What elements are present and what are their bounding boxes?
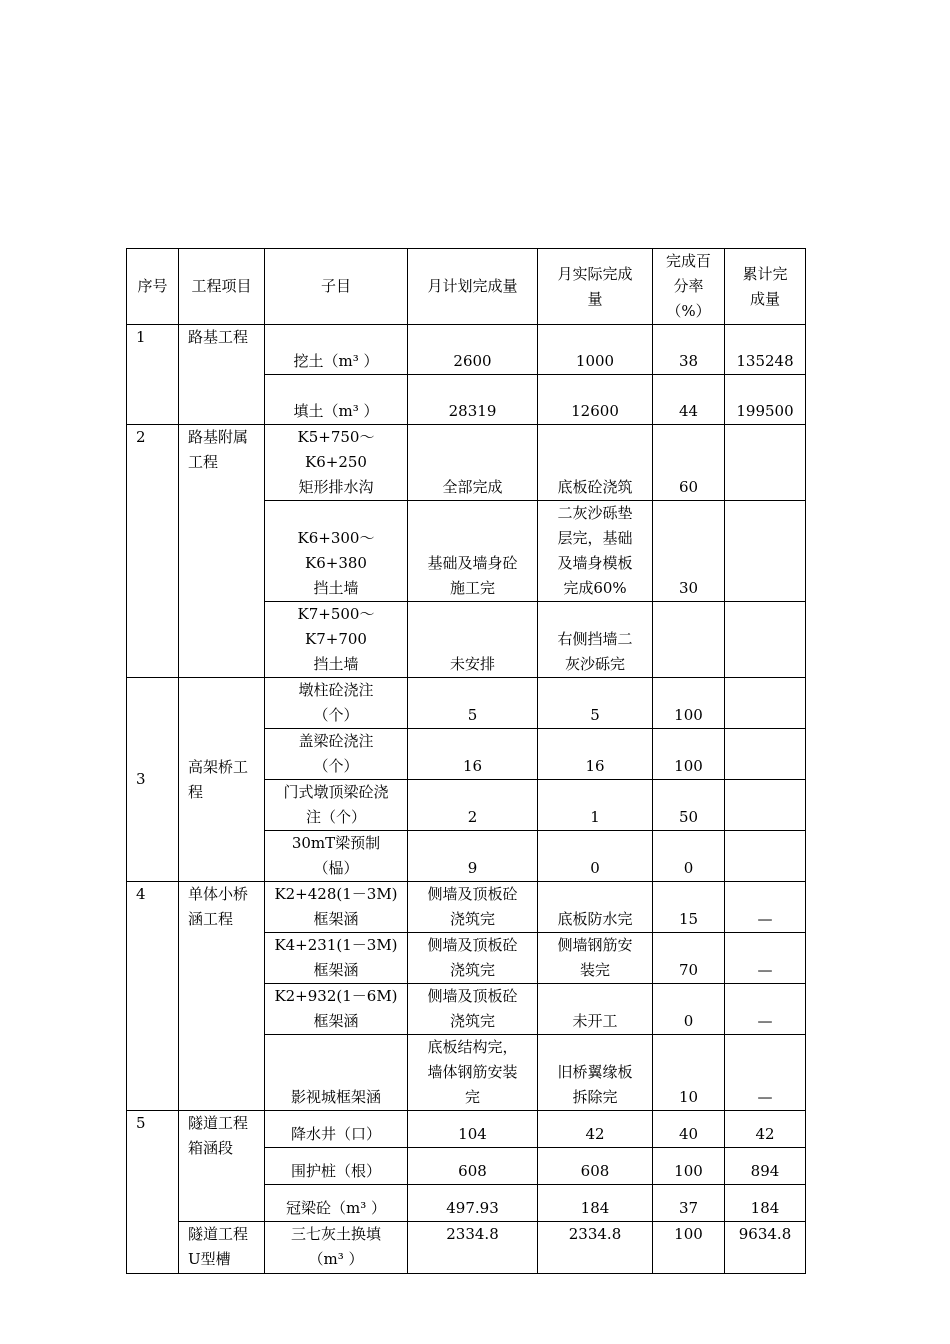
actual-cell: 12600 <box>538 375 653 425</box>
cumulative-cell: 42 <box>725 1111 806 1148</box>
seq-cell: 3 <box>127 678 179 882</box>
plan-cell: 2334.8 <box>408 1222 538 1274</box>
plan-cell: 底板结构完， 墙体钢筋安装 完 <box>408 1035 538 1111</box>
plan-cell: 2600 <box>408 325 538 375</box>
project-cell: 单体小桥 涵工程 <box>179 882 265 1111</box>
actual-cell: 1 <box>538 780 653 831</box>
cumulative-cell <box>725 831 806 882</box>
actual-cell: 二灰沙砾垫 层完，基础 及墙身模板 完成60% <box>538 501 653 602</box>
percent-cell: 0 <box>653 984 725 1035</box>
cumulative-cell: 135248 <box>725 325 806 375</box>
seq-cell: 4 <box>127 882 179 1111</box>
cumulative-cell <box>725 729 806 780</box>
table-row <box>127 325 806 375</box>
project-cell: 隧道工程 U型槽 <box>179 1222 265 1274</box>
header-percent: 完成百 分率 （%） <box>653 249 725 325</box>
subitem-cell: 三七灰土换填 （m³ ） <box>265 1222 408 1274</box>
actual-cell: 底板防水完 <box>538 882 653 933</box>
seq-cell: 2 <box>127 425 179 678</box>
percent-cell: 50 <box>653 780 725 831</box>
actual-cell: 底板砼浇筑 <box>538 425 653 501</box>
actual-cell: 1000 <box>538 325 653 375</box>
cumulative-cell: 9634.8 <box>725 1222 806 1274</box>
seq-cell: 5 <box>127 1111 179 1274</box>
actual-cell: 侧墙钢筋安 装完 <box>538 933 653 984</box>
cumulative-cell <box>725 501 806 602</box>
cumulative-cell: — <box>725 933 806 984</box>
subitem-cell: K4+231(1－3M) 框架涵 <box>265 933 408 984</box>
subitem-cell: 盖梁砼浇注 （个） <box>265 729 408 780</box>
subitem-cell: 影视城框架涵 <box>265 1035 408 1111</box>
plan-cell: 497.93 <box>408 1185 538 1222</box>
cumulative-cell <box>725 678 806 729</box>
plan-cell: 5 <box>408 678 538 729</box>
cumulative-cell: 199500 <box>725 375 806 425</box>
percent-cell: 100 <box>653 1222 725 1274</box>
subitem-cell: 挖土（m³ ） <box>265 325 408 375</box>
table-row <box>127 882 806 933</box>
subitem-cell: 冠梁砼（m³ ） <box>265 1185 408 1222</box>
table-row <box>127 1222 806 1274</box>
plan-cell: 侧墙及顶板砼 浇筑完 <box>408 984 538 1035</box>
header-plan: 月计划完成量 <box>408 249 538 325</box>
subitem-cell: 填土（m³ ） <box>265 375 408 425</box>
percent-cell: 100 <box>653 1148 725 1185</box>
percent-cell: 100 <box>653 729 725 780</box>
table-row <box>127 425 806 501</box>
plan-cell: 104 <box>408 1111 538 1148</box>
actual-cell: 16 <box>538 729 653 780</box>
actual-cell: 2334.8 <box>538 1222 653 1274</box>
percent-cell: 10 <box>653 1035 725 1111</box>
subitem-cell: 门式墩顶梁砼浇 注（个） <box>265 780 408 831</box>
percent-cell: 100 <box>653 678 725 729</box>
subitem-cell: 降水井（口） <box>265 1111 408 1148</box>
cumulative-cell <box>725 780 806 831</box>
table-header-row <box>127 249 806 325</box>
percent-cell <box>653 602 725 678</box>
header-actual: 月实际完成 量 <box>538 249 653 325</box>
header-project: 工程项目 <box>179 249 265 325</box>
project-cell: 路基工程 <box>179 325 265 425</box>
subitem-cell: 墩柱砼浇注 （个） <box>265 678 408 729</box>
header-seq: 序号 <box>127 249 179 325</box>
subitem-cell: K7+500～K7+700 挡土墙 <box>265 602 408 678</box>
plan-cell: 608 <box>408 1148 538 1185</box>
percent-cell: 38 <box>653 325 725 375</box>
subitem-cell: 围护桩（根） <box>265 1148 408 1185</box>
actual-cell: 5 <box>538 678 653 729</box>
percent-cell: 60 <box>653 425 725 501</box>
actual-cell: 608 <box>538 1148 653 1185</box>
cumulative-cell: 184 <box>725 1185 806 1222</box>
table-row <box>127 678 806 729</box>
actual-cell: 0 <box>538 831 653 882</box>
plan-cell: 9 <box>408 831 538 882</box>
cumulative-cell <box>725 602 806 678</box>
project-cell: 路基附属 工程 <box>179 425 265 678</box>
subitem-cell: 30mT梁预制 （榀） <box>265 831 408 882</box>
header-subitem: 子目 <box>265 249 408 325</box>
plan-cell: 侧墙及顶板砼 浇筑完 <box>408 882 538 933</box>
plan-cell: 28319 <box>408 375 538 425</box>
plan-cell: 侧墙及顶板砼 浇筑完 <box>408 933 538 984</box>
progress-table <box>126 248 806 1274</box>
percent-cell: 44 <box>653 375 725 425</box>
subitem-cell: K2+428(1－3M) 框架涵 <box>265 882 408 933</box>
percent-cell: 30 <box>653 501 725 602</box>
subitem-cell: K6+300～K6+380 挡土墙 <box>265 501 408 602</box>
project-cell: 高架桥工 程 <box>179 678 265 882</box>
actual-cell: 右侧挡墙二 灰沙砾完 <box>538 602 653 678</box>
subitem-cell: K2+932(1－6M) 框架涵 <box>265 984 408 1035</box>
percent-cell: 37 <box>653 1185 725 1222</box>
subitem-cell: K5+750～K6+250 矩形排水沟 <box>265 425 408 501</box>
seq-cell: 1 <box>127 325 179 425</box>
cumulative-cell: — <box>725 882 806 933</box>
cumulative-cell: 894 <box>725 1148 806 1185</box>
project-cell: 隧道工程 箱涵段 <box>179 1111 265 1222</box>
table-row <box>127 1111 806 1148</box>
plan-cell: 16 <box>408 729 538 780</box>
actual-cell: 旧桥翼缘板 拆除完 <box>538 1035 653 1111</box>
plan-cell: 全部完成 <box>408 425 538 501</box>
cumulative-cell: — <box>725 984 806 1035</box>
plan-cell: 未安排 <box>408 602 538 678</box>
header-cumulative: 累计完 成量 <box>725 249 806 325</box>
plan-cell: 2 <box>408 780 538 831</box>
actual-cell: 42 <box>538 1111 653 1148</box>
cumulative-cell: — <box>725 1035 806 1111</box>
percent-cell: 40 <box>653 1111 725 1148</box>
actual-cell: 未开工 <box>538 984 653 1035</box>
percent-cell: 0 <box>653 831 725 882</box>
cumulative-cell <box>725 425 806 501</box>
percent-cell: 15 <box>653 882 725 933</box>
percent-cell: 70 <box>653 933 725 984</box>
plan-cell: 基础及墙身砼 施工完 <box>408 501 538 602</box>
actual-cell: 184 <box>538 1185 653 1222</box>
